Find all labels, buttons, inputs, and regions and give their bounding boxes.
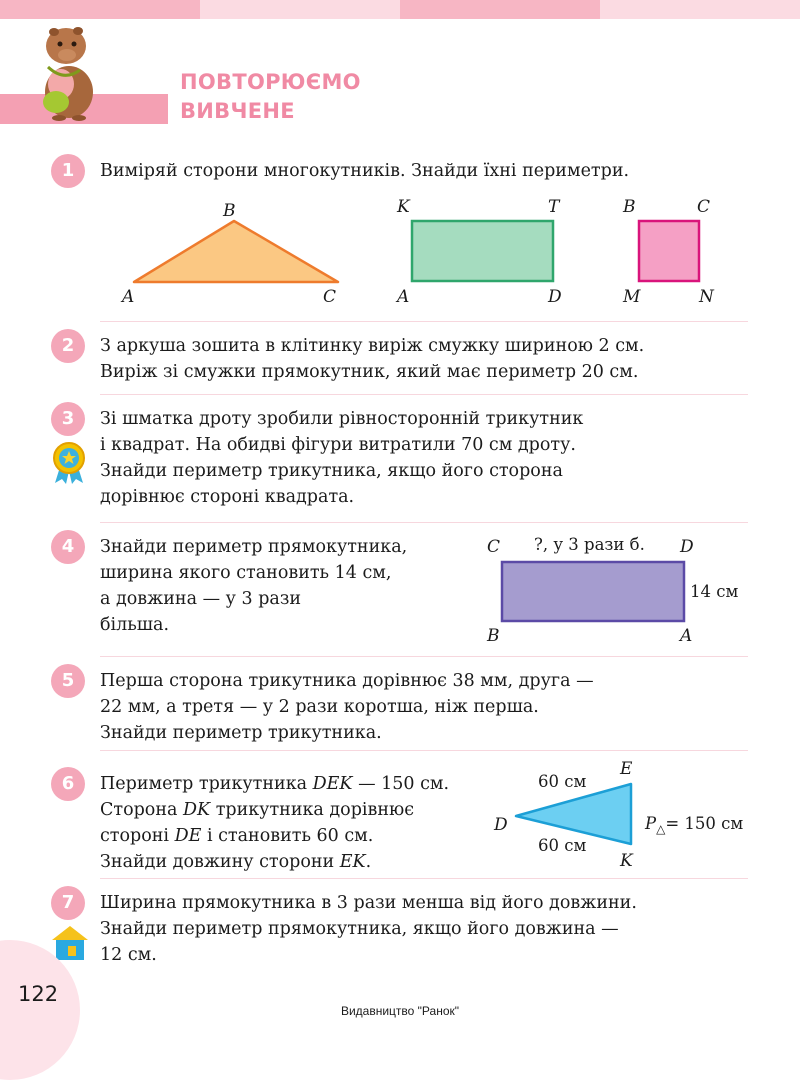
perimeter-value: = 150 см (665, 814, 744, 833)
square-label-c: C (697, 197, 711, 217)
square-label-n: N (699, 287, 714, 307)
triangle-dek-label-d: D (494, 815, 508, 835)
square-label-b: B (623, 197, 636, 217)
top-bar-segment-1 (0, 0, 200, 19)
perimeter-label (645, 814, 743, 839)
task-6-line: Знайди довжину сторони EK. (100, 852, 372, 872)
task-4-line: більша. (100, 615, 170, 635)
triangle-abc-label-a: A (122, 287, 135, 307)
task-4-text (100, 534, 407, 638)
task-4-number: 4 (51, 530, 85, 564)
task-3-line: Знайди периметр трикутника, якщо його сторона (100, 461, 563, 481)
task-3-number: 3 (51, 402, 85, 436)
top-bar-segment-3 (400, 0, 600, 19)
capybara-mascot-icon (34, 22, 104, 122)
math-variable: DEK (312, 774, 353, 794)
task-3-text (100, 406, 583, 510)
top-bar-segment-4 (600, 0, 800, 19)
task-2-number: 2 (51, 329, 85, 363)
task-4-line: ширина якого становить 14 см, (100, 563, 392, 583)
medal-icon (50, 441, 88, 485)
square-label-m: M (623, 287, 641, 307)
task-7-line: 12 см. (100, 945, 157, 965)
rectangle-ktad-label-a: A (397, 287, 410, 307)
task-3-line: дорівнює стороні квадрата. (100, 487, 355, 507)
separator-5 (100, 750, 748, 751)
separator-2 (100, 394, 748, 395)
triangle-abc-figure (130, 215, 345, 290)
section-title-line1: ПОВТОРЮЄМО (180, 70, 361, 94)
triangle-subscript-icon: △ (656, 822, 666, 836)
side-dk-label: 60 см (538, 836, 587, 855)
rectangle-cdba-figure (500, 560, 686, 623)
task-6-line: стороні DE і становить 60 см. (100, 826, 374, 846)
perimeter-symbol: P (645, 814, 657, 833)
rectangle-cdba-label-b: B (487, 626, 500, 646)
separator-4 (100, 656, 748, 657)
task-2-text (100, 333, 644, 385)
math-variable: DE (174, 826, 202, 846)
task-5-number: 5 (51, 664, 85, 698)
rectangle-cdba-label-d: D (680, 537, 694, 557)
rectangle-ktad-figure (410, 219, 556, 283)
triangle-abc-label-c: C (323, 287, 337, 307)
task-1-number: 1 (51, 154, 85, 188)
task-7-line: Знайди периметр прямокутника, якщо його довжина — (100, 919, 619, 939)
triangle-abc-label-b: B (223, 201, 236, 221)
side-de-label: 60 см (538, 772, 587, 791)
rectangle-ktad-label-d: D (548, 287, 562, 307)
separator-1 (100, 321, 748, 322)
task-4-line: Знайди периметр прямокутника, (100, 537, 408, 557)
separator-6 (100, 878, 748, 879)
math-variable: DK (183, 800, 211, 820)
separator-3 (100, 522, 748, 523)
task-3-line: і квадрат. На обидві фігури витратили 70 см дроту. (100, 435, 576, 455)
square-bcmn-figure (637, 219, 701, 283)
task-7-text (100, 890, 637, 968)
task-5-text (100, 668, 594, 746)
rectangle-ktad-label-t: T (548, 197, 560, 217)
task-1-text (100, 158, 629, 184)
task-7-line: Ширина прямокутника в 3 рази менша від його довжини. (100, 893, 637, 913)
section-title-line2: ВИВЧЕНЕ (180, 99, 295, 123)
triangle-dek-label-e: E (620, 759, 633, 779)
task-6-text (100, 771, 449, 875)
top-bar-segment-2 (200, 0, 400, 19)
triangle-dek-label-k: K (620, 851, 633, 871)
task-5-line: Перша сторона трикутника дорівнює 38 мм, друга — (100, 671, 594, 691)
rectangle-length-label: ?, у 3 рази б. (534, 535, 645, 554)
task-1-line: Виміряй сторони многокутників. Знайди їхні периметри. (100, 161, 630, 181)
publisher-footer: Видавництво "Ранок" (340, 1004, 460, 1018)
rectangle-cdba-label-c: C (487, 537, 501, 557)
task-2-line: Виріж зі смужки прямокутник, який має периметр 20 см. (100, 362, 639, 382)
section-title (180, 68, 361, 126)
rectangle-width-label: 14 см (690, 582, 739, 601)
math-variable: EK (339, 852, 366, 872)
rectangle-ktad-label-k: K (397, 197, 410, 217)
task-6-number: 6 (51, 767, 85, 801)
task-2-line: З аркуша зошита в клітинку виріж смужку шириною 2 см. (100, 336, 645, 356)
task-5-line: 22 мм, а третя — у 2 рази коротша, ніж перша. (100, 697, 539, 717)
task-5-line: Знайди периметр трикутника. (100, 723, 382, 743)
task-3-line: Зі шматка дроту зробили рівносторонній трикутник (100, 409, 584, 429)
page-number: 122 (18, 982, 59, 1006)
task-7-number: 7 (51, 886, 85, 920)
rectangle-cdba-label-a: A (680, 626, 693, 646)
task-6-line: Периметр трикутника DEK — 150 см. (100, 774, 450, 794)
task-4-line: а довжина — у 3 рази (100, 589, 302, 609)
task-6-line: Сторона DK трикутника дорівнює (100, 800, 415, 820)
